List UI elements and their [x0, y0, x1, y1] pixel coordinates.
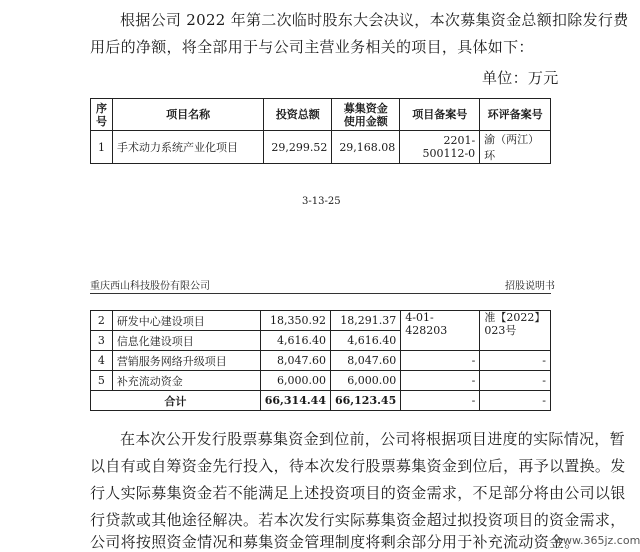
- intro-line-1: 根据公司 2022 年第二次临时股东大会决议，本次募集资金总额扣除发行费: [120, 11, 629, 29]
- closing-line-3: 行人实际募集资金若不能满足上述投资项目的资金需求，不足部分将由公司以银: [90, 484, 626, 502]
- cell-record: 2201-500112-0: [400, 131, 480, 164]
- project-table-top: [90, 98, 551, 164]
- cell-seq: 5: [91, 371, 113, 391]
- cell-env: -: [480, 371, 551, 391]
- table-row: [91, 371, 551, 391]
- closing-line-1: 在本次公开发行股票募集资金到位前，公司将根据项目进度的实际情况，暂: [120, 430, 625, 448]
- cell-seq: 3: [91, 331, 113, 351]
- header-doc-type: 招股说明书: [505, 281, 555, 292]
- cell-name: 营销服务网络升级项目: [112, 351, 260, 371]
- cell-total-label: 合计: [91, 391, 261, 411]
- cell-env: 准【2022】023号: [480, 311, 551, 351]
- header-seq: 序 号: [91, 99, 113, 131]
- header-total: 投资总额: [264, 99, 332, 131]
- cell-seq: 1: [91, 131, 113, 164]
- cell-name: 信息化建设项目: [112, 331, 260, 351]
- cell-fund: 66,123.45: [331, 391, 401, 411]
- cell-name: 研发中心建设项目: [112, 311, 260, 331]
- closing-line-2: 以自有或自筹资金先行投入，待本次发行股票募集资金到位后，再予以置换。发: [90, 457, 626, 475]
- header-rule: [90, 293, 551, 294]
- intro-line-2: 用后的净额，将全部用于与公司主营业务相关的项目，具体如下：: [90, 38, 534, 56]
- cell-total: 66,314.44: [260, 391, 330, 411]
- header-env: 环评备案号: [480, 99, 551, 131]
- table-row: [91, 131, 551, 164]
- cell-fund: 29,168.08: [332, 131, 400, 164]
- cell-env: -: [480, 391, 551, 411]
- cell-record: -: [401, 391, 480, 411]
- project-table-continued: [90, 310, 551, 411]
- header-fund: 募集资金 使用金额: [332, 99, 400, 131]
- cell-total: 18,350.92: [260, 311, 330, 331]
- closing-line-4: 行贷款或其他途径解决。若本次发行实际募集资金超过拟投资项目的资金需求，: [90, 511, 626, 529]
- cell-record: -: [401, 351, 480, 371]
- cell-fund: 4,616.40: [331, 331, 401, 351]
- cell-total: 8,047.60: [260, 351, 330, 371]
- cell-total: 6,000.00: [260, 371, 330, 391]
- cell-fund: 18,291.37: [331, 311, 401, 331]
- cell-seq: 2: [91, 311, 113, 331]
- table-row: [91, 311, 551, 331]
- unit-label: 单位：万元: [482, 69, 559, 87]
- cell-env: 渝（两江）环: [480, 131, 551, 164]
- cell-fund: 8,047.60: [331, 351, 401, 371]
- page-number: 3-13-25: [302, 196, 341, 207]
- header-name: 项目名称: [112, 99, 263, 131]
- cell-fund: 6,000.00: [331, 371, 401, 391]
- cell-env: -: [480, 351, 551, 371]
- cell-total: 29,299.52: [264, 131, 332, 164]
- table-header-row: [91, 99, 551, 131]
- cell-seq: 4: [91, 351, 113, 371]
- cell-record: 4-01-428203: [401, 311, 480, 351]
- table-total-row: [91, 391, 551, 411]
- header-company: 重庆西山科技股份有限公司: [90, 281, 210, 292]
- header-record: 项目备案号: [400, 99, 480, 131]
- table-row: [91, 351, 551, 371]
- closing-line-5: 公司将按照资金情况和募集资金管理制度将剩余部分用于补充流动资金。: [90, 533, 580, 551]
- cell-record: -: [401, 371, 480, 391]
- watermark: www.365jz.com: [554, 534, 640, 547]
- cell-name: 补充流动资金: [112, 371, 260, 391]
- cell-total: 4,616.40: [260, 331, 330, 351]
- cell-name: 手术动力系统产业化项目: [112, 131, 263, 164]
